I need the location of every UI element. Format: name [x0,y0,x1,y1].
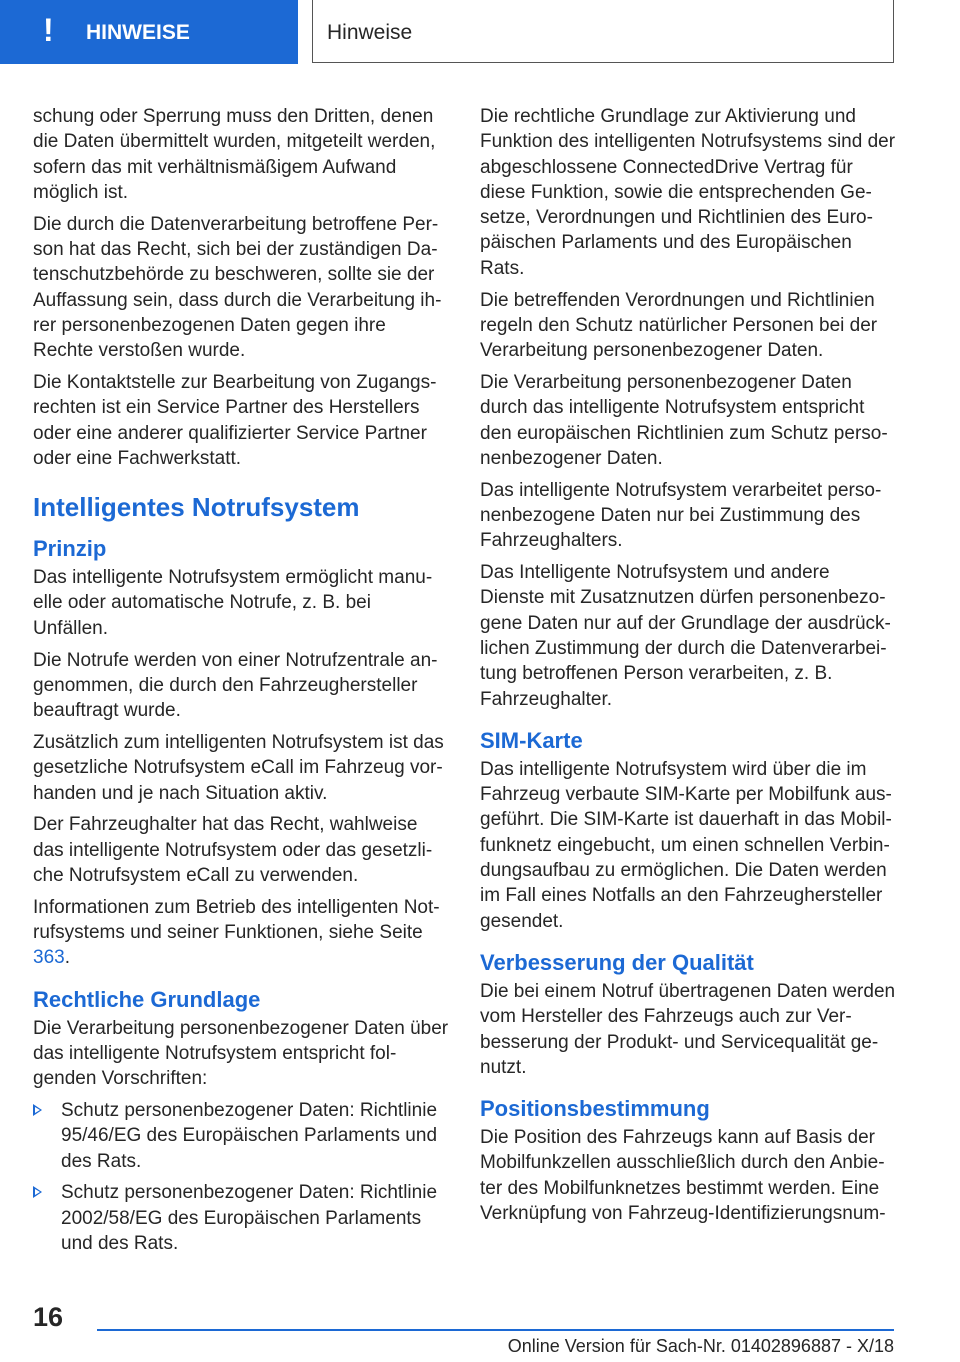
list-item [33,1180,451,1256]
chapter-tab-label: Hinweise [327,21,413,44]
list-item-text: Schutz personenbezogener Daten: Richtlinie 95/46/EG des Europäischen Parlaments und des Rats. [61,1100,438,1172]
paragraph: Zusätzlich zum intelligenten Notrufsystem ist das gesetzliche Notrufsystem eCall im Fahrzeug vorhanden und je nach Situation aktiv. [33,731,444,804]
subsection-heading-sim-karte: SIM-Karte [480,727,583,753]
paragraph: Der Fahrzeughalter hat das Recht, wahlweise das intelligente Notrufsystem oder das gesetzliche Notrufsystem eCall zu verwenden. [33,814,433,886]
section-tab-hinweise[interactable] [0,0,298,64]
paragraph: Die Notrufe werden von einer Notrufzentrale angenommen, die durch den Fahrzeughersteller beauftragt wurde. [33,649,438,722]
subsection-heading-prinzip: Prinzip [33,536,107,562]
paragraph: Die durch die Datenverarbeitung betroffene Person hat das Recht, sich bei der zuständigen Datenschutzbehörde zu beschweren, sollte sie der Auffassung sein, dass durch die Verarbeitung ihrer personenbezogenen Daten gegen ihre Rechte verstoßen wurde. [33,213,442,362]
paragraph: Das intelligente Notrufsystem wird über die im Fahrzeug verbaute SIM-Karte per Mobilfunk ausgeführt. Die SIM-Karte ist dauerhaft in das Mobilfunknetz eingebucht, um einen schnellen Verbindungsaufbau zu ermöglichen. Die Daten werden im Fall eines Notfalls an den Fahrzeughersteller gesendet. [480,758,892,932]
chapter-tab-hinweise[interactable] [312,0,894,63]
paragraph: Die Verarbeitung personenbezogener Daten über das intelligente Notrufsystem entspricht folgenden Vorschriften: [33,1017,449,1090]
paragraph: Das Intelligente Notrufsystem und andere Dienste mit Zusatznutzen dürfen personenbezogene Daten nur auf der Grundlage der ausdrücklichen Zustimmung der durch die Datenverarbeitung betroffenen Person verarbeiten, z. B. Fahrzeughalter. [480,562,891,710]
bullet-list [33,1098,451,1256]
paragraph: schung oder Sperrung muss den Dritten, denen die Daten übermittelt wurden, mitgeteilt werden, sofern das mit verhältnismäßigem Aufwand möglich ist. [33,106,436,203]
subsection-heading-rechtliche-grundlage: Rechtliche Grundlage [33,986,261,1012]
page-number: 16 [33,1302,64,1332]
paragraph: Die rechtliche Grundlage zur Aktivierung und Funktion des intelligenten Notrufsystems sind der abgeschlossene ConnectedDrive Vertrag für diese Funktion, sowie die entsprechenden Gesetze, Verordnungen und Richtlinien des Europäischen Parlaments und des Europäischen Rats. [480,106,896,279]
triangle-bullet-icon [33,1104,42,1116]
paragraph: Die Position des Fahrzeugs kann auf Basis der Mobilfunkzellen ausschließlich durch den Anbieter des Mobilfunknetzes bestimmt werden. Eine Verknüpfung von Fahrzeug-Identifizierungsnum- [480,1127,886,1224]
paragraph: Die Verarbeitung personenbezogener Daten durch das intelligente Notrufsystem entspricht den europäischen Richtlinien zum Schutz personenbezogener Daten. [480,371,888,469]
paragraph: Die betreffenden Verordnungen und Richtlinien regeln den Schutz natürlicher Personen bei der Verarbeitung personenbezogener Daten. [480,289,878,362]
section-tab-label: HINWEISE [86,21,190,44]
triangle-bullet-icon [33,1186,42,1198]
footer-divider [97,1329,894,1331]
paragraph: Das intelligente Notrufsystem verarbeitet personenbezogene Daten nur bei Zustimmung des Fahrzeughalters. [480,479,882,552]
subsection-heading-qualitaet: Verbesserung der Qualität [480,949,754,975]
exclamation-icon: ! [43,12,54,48]
page-reference-link[interactable]: 363 [33,947,65,969]
page-header [0,0,960,66]
left-column [33,104,451,1263]
footer-version-text: Online Version für Sach-Nr. 01402896887 - X/18 [507,1336,894,1356]
section-heading: Intelligentes Notrufsystem [33,492,360,523]
paragraph-text: Informationen zum Betrieb des intelligenten Notrufsystems und seiner Funktionen, siehe Seite [33,896,440,944]
subsection-heading-positionsbestimmung: Positionsbestimmung [480,1096,710,1122]
paragraph-end: . [64,947,70,969]
paragraph: Die bei einem Notruf übertragenen Daten werden vom Hersteller des Fahrzeugs auch zur Verbesserung der Produkt- und Servicequalität genutzt. [480,980,896,1078]
paragraph: Die Kontaktstelle zur Bearbeitung von Zugangsrechten ist ein Service Partner des Herstellers oder eine anderer qualifizierter Service Partner oder eine Fachwerkstatt. [33,371,437,469]
list-item-text: Schutz personenbezogener Daten: Richtlinie 2002/58/EG des Europäischen Parlaments und des Rats. [61,1182,438,1254]
list-item [33,1098,451,1174]
right-column [480,104,898,1233]
paragraph-with-link [33,895,451,971]
paragraph: Das intelligente Notrufsystem ermöglicht manuelle oder automatische Notrufe, z. B. bei Unfällen. [33,567,433,639]
